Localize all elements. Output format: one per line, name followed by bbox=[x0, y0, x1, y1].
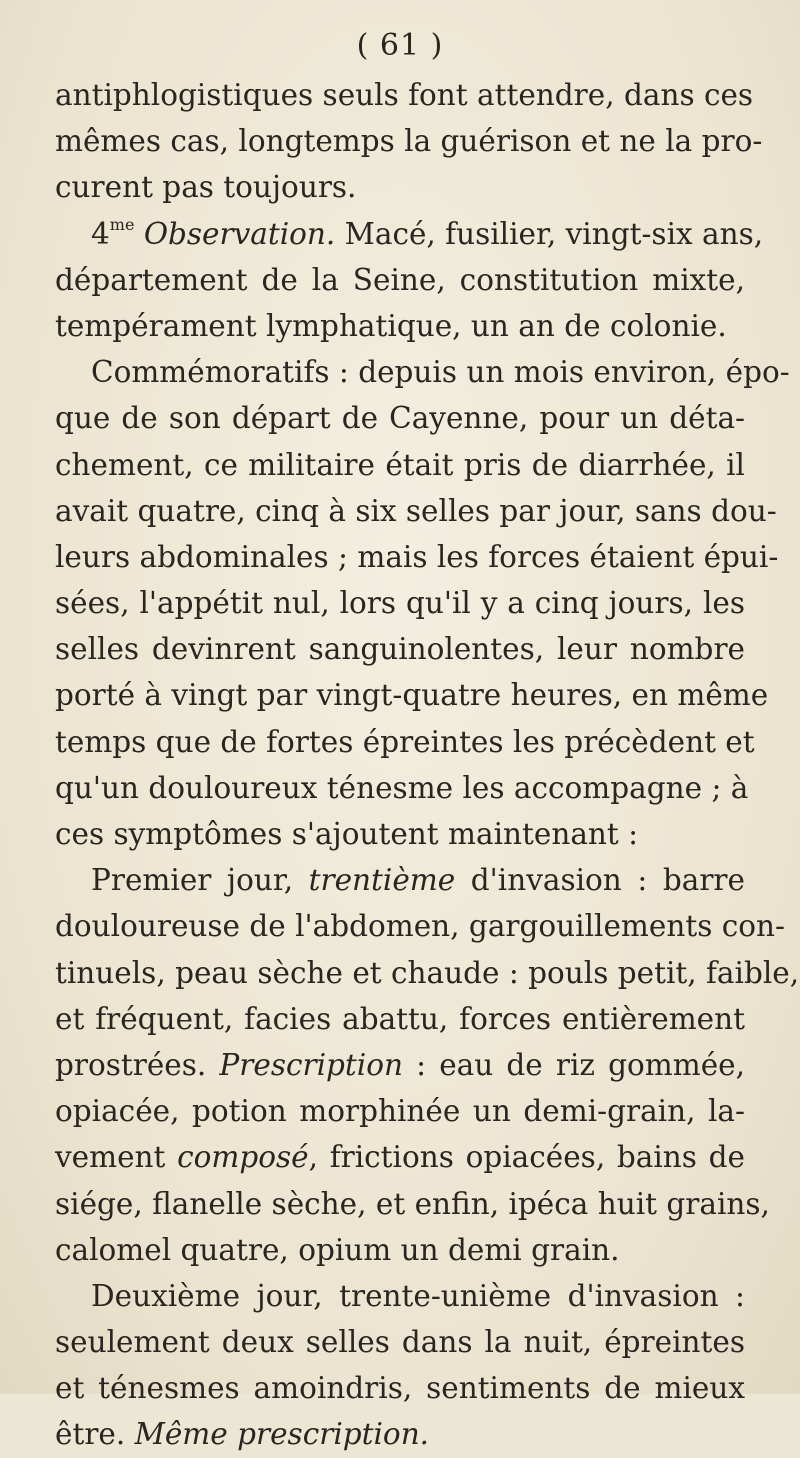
paragraph-continuation bbox=[55, 72, 763, 211]
text-line: département de la Seine, constitution mixte, bbox=[55, 262, 745, 297]
emphasis-text: composé bbox=[177, 1140, 309, 1175]
observation-number-suffix: me bbox=[109, 214, 135, 234]
observation-number: 4 bbox=[91, 216, 110, 251]
text-line: Commémoratifs : depuis un mois environ, épo- bbox=[91, 355, 790, 390]
text-line: mêmes cas, longtemps la guérison et ne la pro- bbox=[55, 124, 763, 159]
page-number: ( 61 ) bbox=[356, 28, 444, 63]
text-line bbox=[55, 857, 745, 903]
second-day-paragraph bbox=[55, 1273, 745, 1458]
text-line: et ténesmes amoindris, sentiments de mieux bbox=[55, 1371, 745, 1406]
text-line: temps que de fortes épreintes les précèdent et bbox=[55, 724, 755, 759]
text-line: selles devinrent sanguinolentes, leur nombre bbox=[55, 632, 745, 667]
text-segment: vement bbox=[55, 1140, 178, 1175]
text-segment: d'invasion : barre bbox=[455, 863, 745, 898]
text-line: et fréquent, facies abattu, forces entièrement bbox=[55, 1001, 745, 1036]
text-line: curent pas toujours. bbox=[55, 170, 357, 205]
commemoratifs-paragraph bbox=[55, 349, 790, 857]
text-line bbox=[55, 1042, 745, 1088]
text-line: antiphlogistiques seuls font attendre, dans ces bbox=[55, 78, 754, 112]
observation-title: Observation. bbox=[143, 216, 336, 251]
text-line bbox=[55, 1411, 745, 1457]
emphasis-text: Même prescription. bbox=[134, 1417, 430, 1452]
text-line: siége, flanelle sèche, et enfin, ipéca huit grains, bbox=[55, 1186, 770, 1221]
emphasis-text: trentième bbox=[308, 863, 456, 898]
text-line: calomel quatre, opium un demi grain. bbox=[55, 1232, 620, 1267]
text-line: seulement deux selles dans la nuit, épreintes bbox=[55, 1325, 745, 1360]
first-day-paragraph bbox=[55, 857, 800, 1273]
text-line bbox=[55, 1134, 745, 1180]
text-line: leurs abdominales ; mais les forces étaient épui- bbox=[55, 539, 779, 574]
text-line: tempérament lymphatique, un an de colonie. bbox=[55, 308, 727, 343]
text-line: tinuels, peau sèche et chaude : pouls petit, faible, bbox=[55, 955, 800, 990]
text-segment: Macé, fusilier, vingt-six ans, bbox=[344, 216, 764, 251]
text-line: que de son départ de Cayenne, pour un déta- bbox=[55, 401, 745, 436]
text-segment: Premier jour, bbox=[91, 863, 309, 898]
text-line: chement, ce militaire était pris de diarrhée, il bbox=[55, 447, 745, 482]
observation-paragraph bbox=[55, 211, 764, 350]
text-line: sées, l'appétit nul, lors qu'il y a cinq jours, les bbox=[55, 586, 745, 621]
observation-heading-line bbox=[55, 211, 764, 257]
emphasis-text: Prescription bbox=[219, 1047, 403, 1082]
text-segment: , frictions opiacées, bains de bbox=[308, 1140, 745, 1175]
text-line: douloureuse de l'abdomen, gargouillements con- bbox=[55, 909, 785, 944]
text-line: ces symptômes s'ajoutent maintenant : bbox=[55, 817, 639, 851]
text-line: porté à vingt par vingt-quatre heures, en même bbox=[55, 678, 769, 713]
text-line: qu'un douloureux ténesme les accompagne ; à bbox=[55, 770, 749, 805]
text-segment: prostrées. bbox=[55, 1047, 220, 1082]
text-line: avait quatre, cinq à six selles par jour, sans dou- bbox=[55, 493, 777, 528]
body-text bbox=[55, 72, 800, 1458]
text-line: opiacée, potion morphinée un demi-grain, la- bbox=[55, 1094, 745, 1129]
text-line: Deuxième jour, trente-unième d'invasion : bbox=[91, 1278, 745, 1313]
text-segment: : eau de riz gommée, bbox=[402, 1047, 745, 1082]
text-segment: être. bbox=[55, 1417, 135, 1452]
